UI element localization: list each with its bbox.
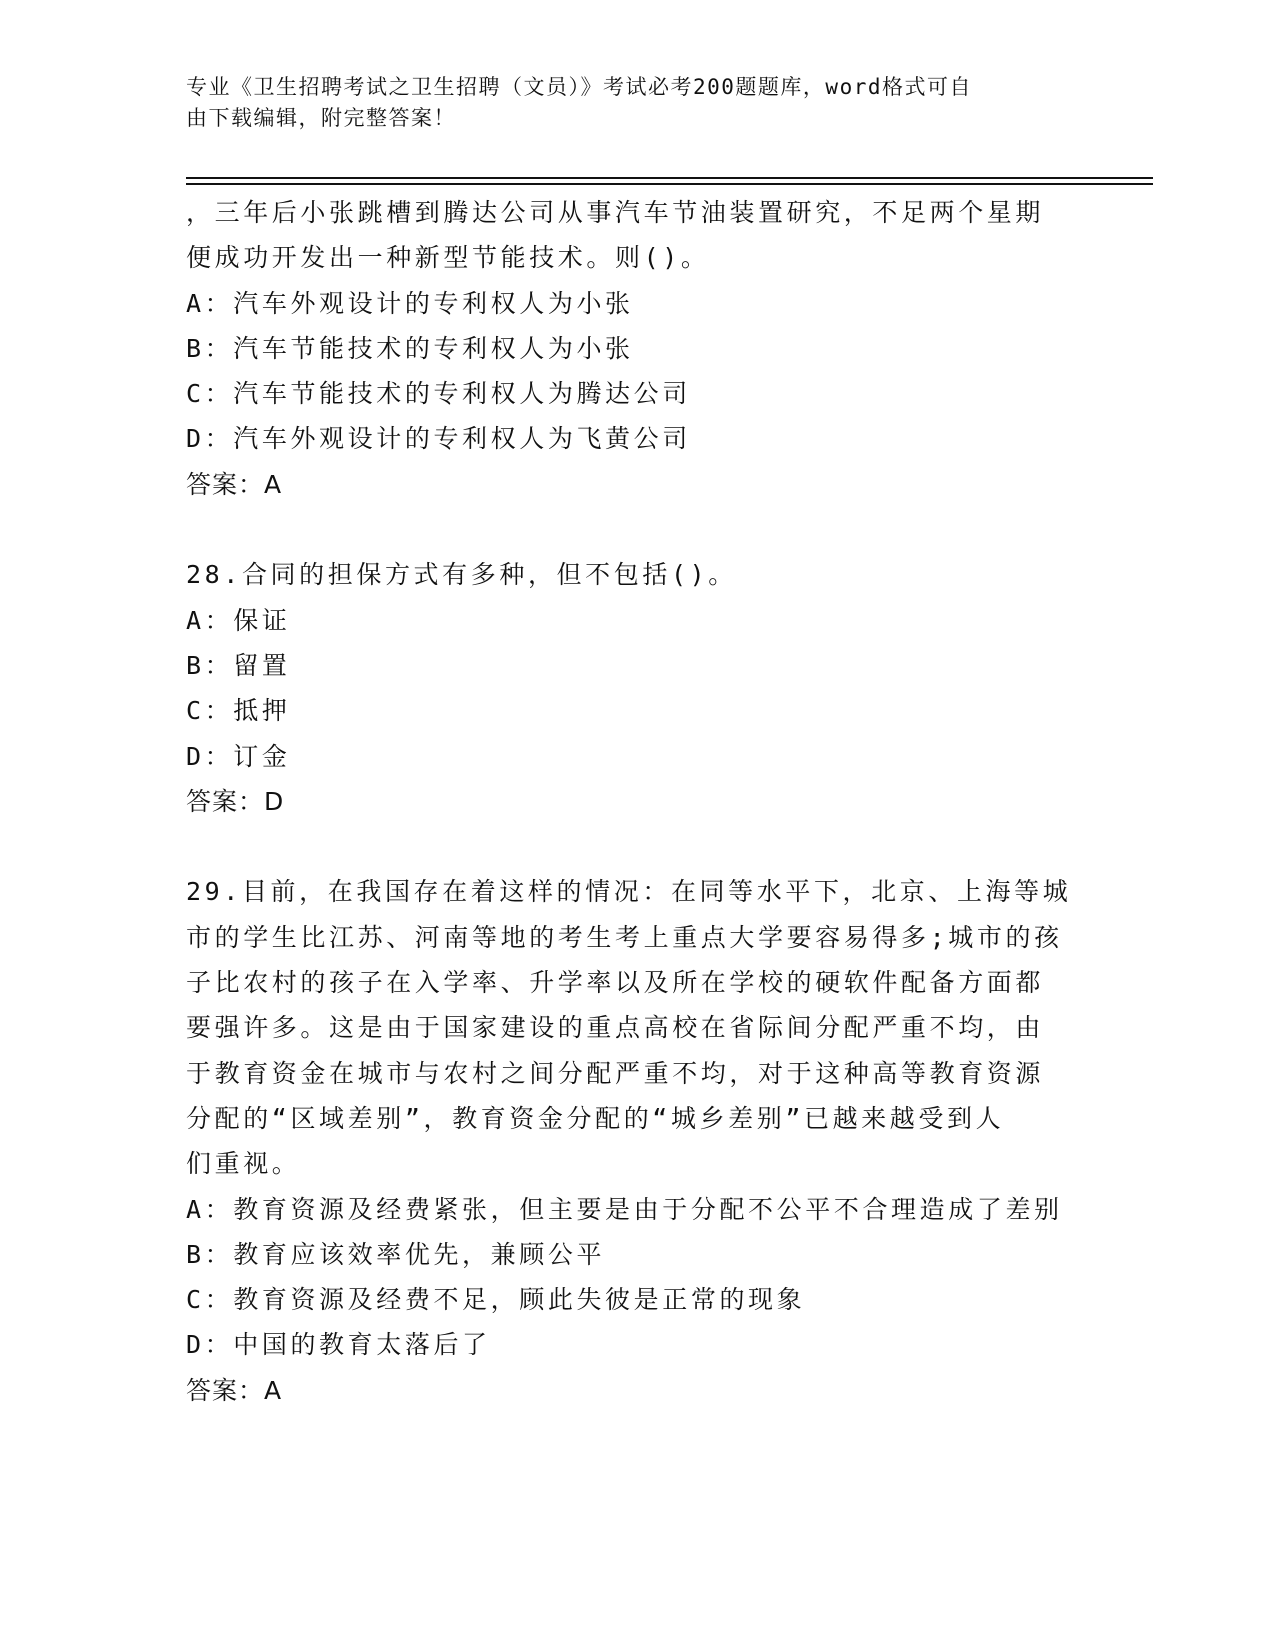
spacer [186,824,1086,869]
answer-line: 答案：A [186,1375,283,1405]
option-b: B：留置 [186,650,291,680]
question-stem-line: 于教育资金在城市与农村之间分配严重不均，对于这种高等教育资源 [186,1058,1045,1088]
option-a: A：保证 [186,605,291,635]
question-stem-line: ，三年后小张跳槽到腾达公司从事汽车节油装置研究，不足两个星期 [186,198,1045,227]
question-stem-line: 要强许多。这是由于国家建设的重点高校在省际间分配严重不均，由 [186,1013,1045,1043]
question-27 [186,190,1086,507]
question-stem-line: 市的学生比江苏、河南等地的考生考上重点大学要容易得多;城市的孩 [186,922,1063,952]
question-stem-line: 28.合同的担保方式有多种，但不包括()。 [186,560,737,590]
question-29 [186,869,1086,1413]
answer-line: 答案：D [186,786,285,816]
option-c: C：抵押 [186,696,291,726]
option-c: C：教育资源及经费不足，顾此失彼是正常的现象 [186,1285,806,1315]
document-body [186,190,1086,1413]
question-stem-line: 29.目前，在我国存在着这样的情况：在同等水平下，北京、上海等城 [186,877,1072,907]
option-d: D：汽车外观设计的专利权人为飞黄公司 [186,424,691,454]
answer-line: 答案：A [186,469,283,499]
header-line-1: 专业《卫生招聘考试之卫生招聘（文员）》考试必考200题题库，word格式可自 [186,75,972,99]
question-stem-line: 便成功开发出一种新型节能技术。则()。 [186,243,710,273]
option-b: B：教育应该效率优先，兼顾公平 [186,1239,606,1269]
header-rule-top [186,177,1153,179]
option-c: C：汽车节能技术的专利权人为腾达公司 [186,379,691,409]
question-stem-line: 们重视。 [186,1149,301,1179]
header-rule-bottom [186,183,1153,185]
header-line-2: 由下载编辑，附完整答案！ [186,106,456,130]
option-b: B：汽车节能技术的专利权人为小张 [186,333,634,363]
document-header [186,72,1066,134]
question-28 [186,552,1086,824]
question-stem-line: 子比农村的孩子在入学率、升学率以及所在学校的硬软件配备方面都 [186,968,1045,998]
spacer [186,507,1086,552]
option-d: D：订金 [186,741,291,771]
option-a: A：教育资源及经费紧张，但主要是由于分配不公平不合理造成了差别 [186,1194,1063,1224]
option-d: D：中国的教育太落后了 [186,1330,491,1360]
question-stem-line: 分配的“区域差别”，教育资金分配的“城乡差别”已越来越受到人 [186,1103,1005,1133]
option-a: A：汽车外观设计的专利权人为小张 [186,288,634,318]
